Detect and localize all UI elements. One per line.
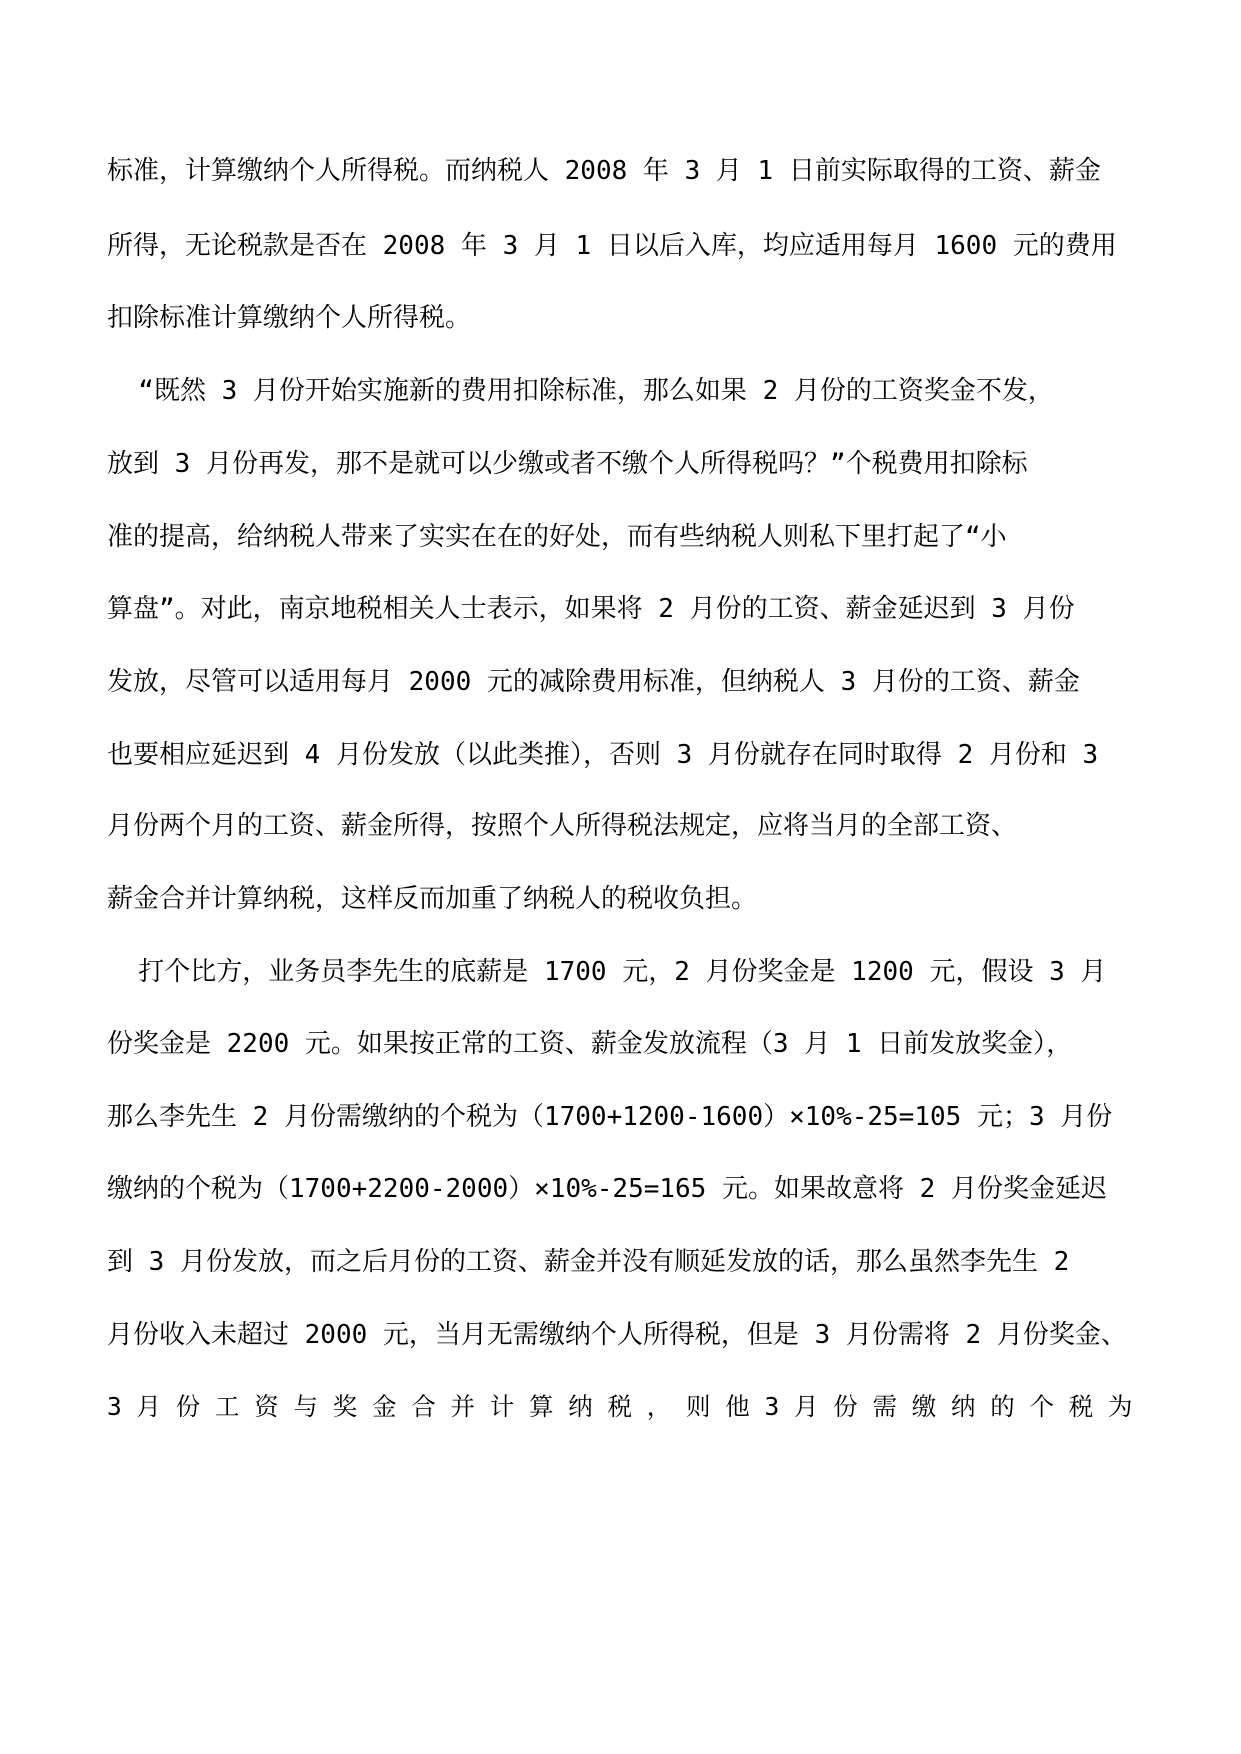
text-line: 放到 3 月份再发，那不是就可以少缴或者不缴个人所得税吗？”个税费用扣除标 (107, 449, 1028, 479)
text-line: 那么李先生 2 月份需缴纳的个税为（1700+1200-1600）×10%-25=105 元；3 月份 (107, 1102, 1113, 1132)
text-line: “既然 3 月份开始实施新的费用扣除标准，那么如果 2 月份的工资奖金不发， (107, 376, 1054, 406)
text-line: 月份两个月的工资、薪金所得，按照个人所得税法规定，应将当月的全部工资、 (107, 811, 1018, 841)
text-line: 也要相应延迟到 4 月份发放（以此类推），否则 3 月份就存在同时取得 2 月份和 3 (107, 740, 1099, 770)
text-line: 打个比方，业务员李先生的底薪是 1700 元，2 月份奖金是 1200 元，假设 3 月 (107, 957, 1107, 987)
text-line: 缴纳的个税为（1700+2200-2000）×10%-25=165 元。如果故意将 2 月份奖金延迟 (107, 1174, 1107, 1204)
text-line: 扣除标准计算缴纳个人所得税。 (107, 303, 472, 333)
text-line: 3 月 份 工 资 与 奖 金 合 并 计 算 纳 税 ， 则 他 3 月 份 需 缴 纳 的 个 税 为 (107, 1392, 1133, 1421)
text-line: 准的提高，给纳税人带来了实实在在的好处，而有些纳税人则私下里打起了“小 (107, 522, 1007, 552)
text-line: 月份收入未超过 2000 元，当月无需缴纳个人所得税，但是 3 月份需将 2 月份奖金、 (107, 1320, 1127, 1350)
text-line: 到 3 月份发放，而之后月份的工资、薪金并没有顺延发放的话，那么虽然李先生 2 (107, 1247, 1070, 1277)
text-line: 标准，计算缴纳个人所得税。而纳税人 2008 年 3 月 1 日前实际取得的工资、薪金 (107, 156, 1101, 186)
text-line: 份奖金是 2200 元。如果按正常的工资、薪金发放流程（3 月 1 日前发放奖金）， (107, 1029, 1073, 1059)
text-line: 发放，尽管可以适用每月 2000 元的减除费用标准，但纳税人 3 月份的工资、薪金 (107, 667, 1080, 697)
text-line: 薪金合并计算纳税，这样反而加重了纳税人的税收负担。 (107, 884, 758, 914)
text-line: 所得，无论税款是否在 2008 年 3 月 1 日以后入库，均应适用每月 1600 元的费用 (107, 231, 1117, 261)
text-line: 算盘”。对此，南京地税相关人士表示，如果将 2 月份的工资、薪金延迟到 3 月份 (107, 594, 1075, 624)
